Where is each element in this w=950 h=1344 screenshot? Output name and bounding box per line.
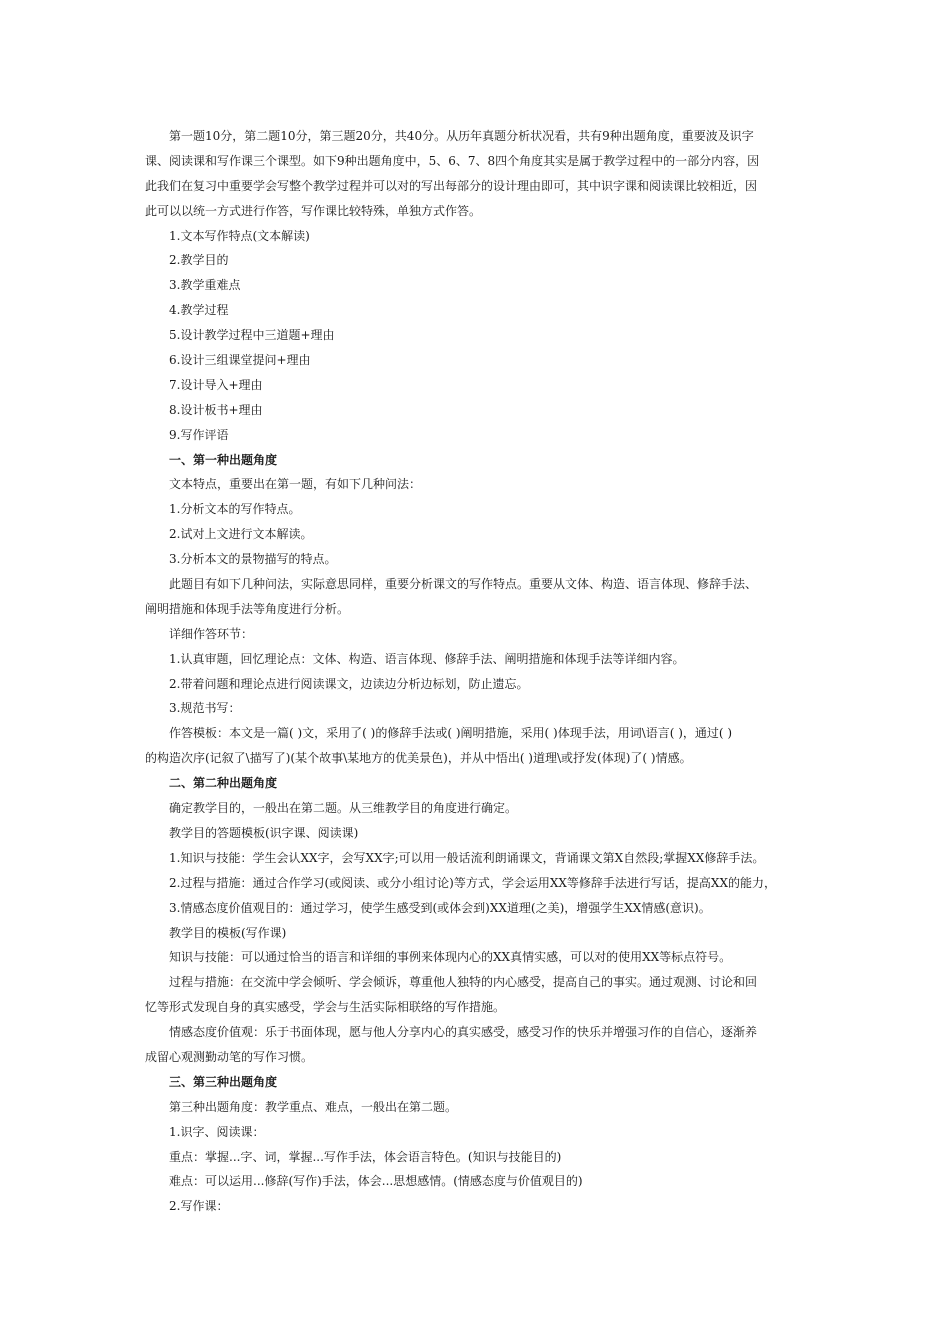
- text-line: 的构造次序(记叙了\描写了)(某个故事\某地方的优美景色)，并从中悟出( )道理\或抒发(体现)了( )情感。: [145, 751, 692, 766]
- text-line: 7.设计导入+理由: [169, 377, 263, 392]
- text-line: 1.分析文本的写作特点。: [169, 502, 301, 517]
- text-line: 情感态度价值观：乐于书面体现，愿与他人分享内心的真实感受，感受习作的快乐并增强习作的自信心，逐渐养: [169, 1025, 758, 1040]
- text-line: 3.分析本文的景物描写的特点。: [169, 552, 337, 567]
- text-line: 第三种出题角度：教学重点、难点，一般出在第二题。: [169, 1099, 458, 1114]
- text-line: 此我们在复习中重要学会写整个教学过程并可以对的写出每部分的设计理由即可，其中识字课和阅读课比较相近，因: [145, 178, 758, 193]
- text-line: 9.写作评语: [169, 427, 229, 442]
- text-line: 3.教学重难点: [169, 278, 241, 293]
- text-line: 1.文本写作特点(文本解读): [169, 228, 310, 243]
- text-line: 5.设计教学过程中三道题+理由: [169, 328, 335, 343]
- text-line: 教学目的答题模板(识字课、阅读课): [169, 825, 359, 840]
- text-line: 4.教学过程: [169, 303, 229, 318]
- text-line: 过程与措施：在交流中学会倾听、学会倾诉，尊重他人独特的内心感受，提高自己的事实。通过观测、讨论和回: [169, 975, 758, 990]
- text-line: 作答模板：本文是一篇( )文，采用了( )的修辞手法或( )阐明措施，采用( )体现手法，用词\语言( )，通过( ): [169, 726, 733, 741]
- section-heading: 二、第二种出题角度: [169, 776, 278, 791]
- text-line: 忆等形式发现自身的真实感受，学会与生活实际相联络的写作措施。: [145, 1000, 506, 1015]
- text-line: 6.设计三组课堂提问+理由: [169, 353, 311, 368]
- text-line: 重点：掌握...字、词，掌握...写作手法，体会语言特色。(知识与技能目的): [169, 1149, 562, 1164]
- section-heading: 三、第三种出题角度: [169, 1074, 278, 1089]
- text-line: 2.过程与措施：通过合作学习(或阅读、或分小组讨论)等方式，学会运用XX等修辞手法进行写话，提高XX的能力，: [169, 875, 776, 890]
- text-line: 成留心观测勤动笔的写作习惯。: [145, 1049, 314, 1064]
- text-line: 第一题10分，第二题10分，第三题20分，共40分。从历年真题分析状况看，共有9种出题角度，重要波及识字: [169, 129, 754, 143]
- text-line: 阐明措施和体现手法等角度进行分析。: [145, 601, 350, 616]
- text-line: 1.识字、阅读课：: [169, 1124, 265, 1139]
- text-line: 难点：可以运用...修辞(写作)手法，体会...思想感情。(情感态度与价值观目的): [169, 1174, 583, 1189]
- text-line: 1.知识与技能：学生会认XX字，会写XX字;可以用一般话流利朗诵课文，背诵课文第X自然段;掌握XX修辞手法。: [169, 850, 765, 865]
- text-line: 8.设计板书+理由: [169, 402, 263, 417]
- text-line: 文本特点，重要出在第一题，有如下几种问法：: [169, 477, 422, 492]
- text-line: 3.规范书写：: [169, 701, 241, 716]
- document-page: [145, 124, 815, 1219]
- text-line: 知识与技能：可以通过恰当的语言和详细的事例来体现内心的XX真情实感，可以对的使用XX等标点符号。: [169, 950, 732, 965]
- text-line: 详细作答环节：: [169, 626, 254, 641]
- text-line: 1.认真审题，回忆理论点：文体、构造、语言体现、修辞手法、阐明措施和体现手法等详细内容。: [169, 651, 685, 666]
- text-line: 3.情感态度价值观目的：通过学习，使学生感受到(或体会到)XX道理(之美)，增强学生XX情感(意识)。: [169, 900, 711, 915]
- text-line: 此可以以统一方式进行作答，写作课比较特殊，单独方式作答。: [145, 203, 482, 218]
- text-line: 确定教学目的，一般出在第二题。从三维教学目的角度进行确定。: [169, 801, 518, 816]
- text-line: 此题目有如下几种问法，实际意思同样，重要分析课文的写作特点。重要从文体、构造、语言体现、修辞手法、: [169, 577, 758, 592]
- text-line: 2.带着问题和理论点进行阅读课文，边读边分析边标划，防止遗忘。: [169, 676, 529, 691]
- text-line: 教学目的模板(写作课): [169, 925, 287, 940]
- text-line: 2.试对上文进行文本解读。: [169, 527, 313, 542]
- text-line: 2.教学目的: [169, 253, 229, 268]
- section-heading: 一、第一种出题角度: [169, 452, 278, 467]
- text-line: 2.写作课：: [169, 1199, 229, 1214]
- text-line: 课、阅读课和写作课三个课型。如下9种出题角度中，5、6、7、8四个角度其实是属于教学过程中的一部分内容，因: [145, 153, 760, 168]
